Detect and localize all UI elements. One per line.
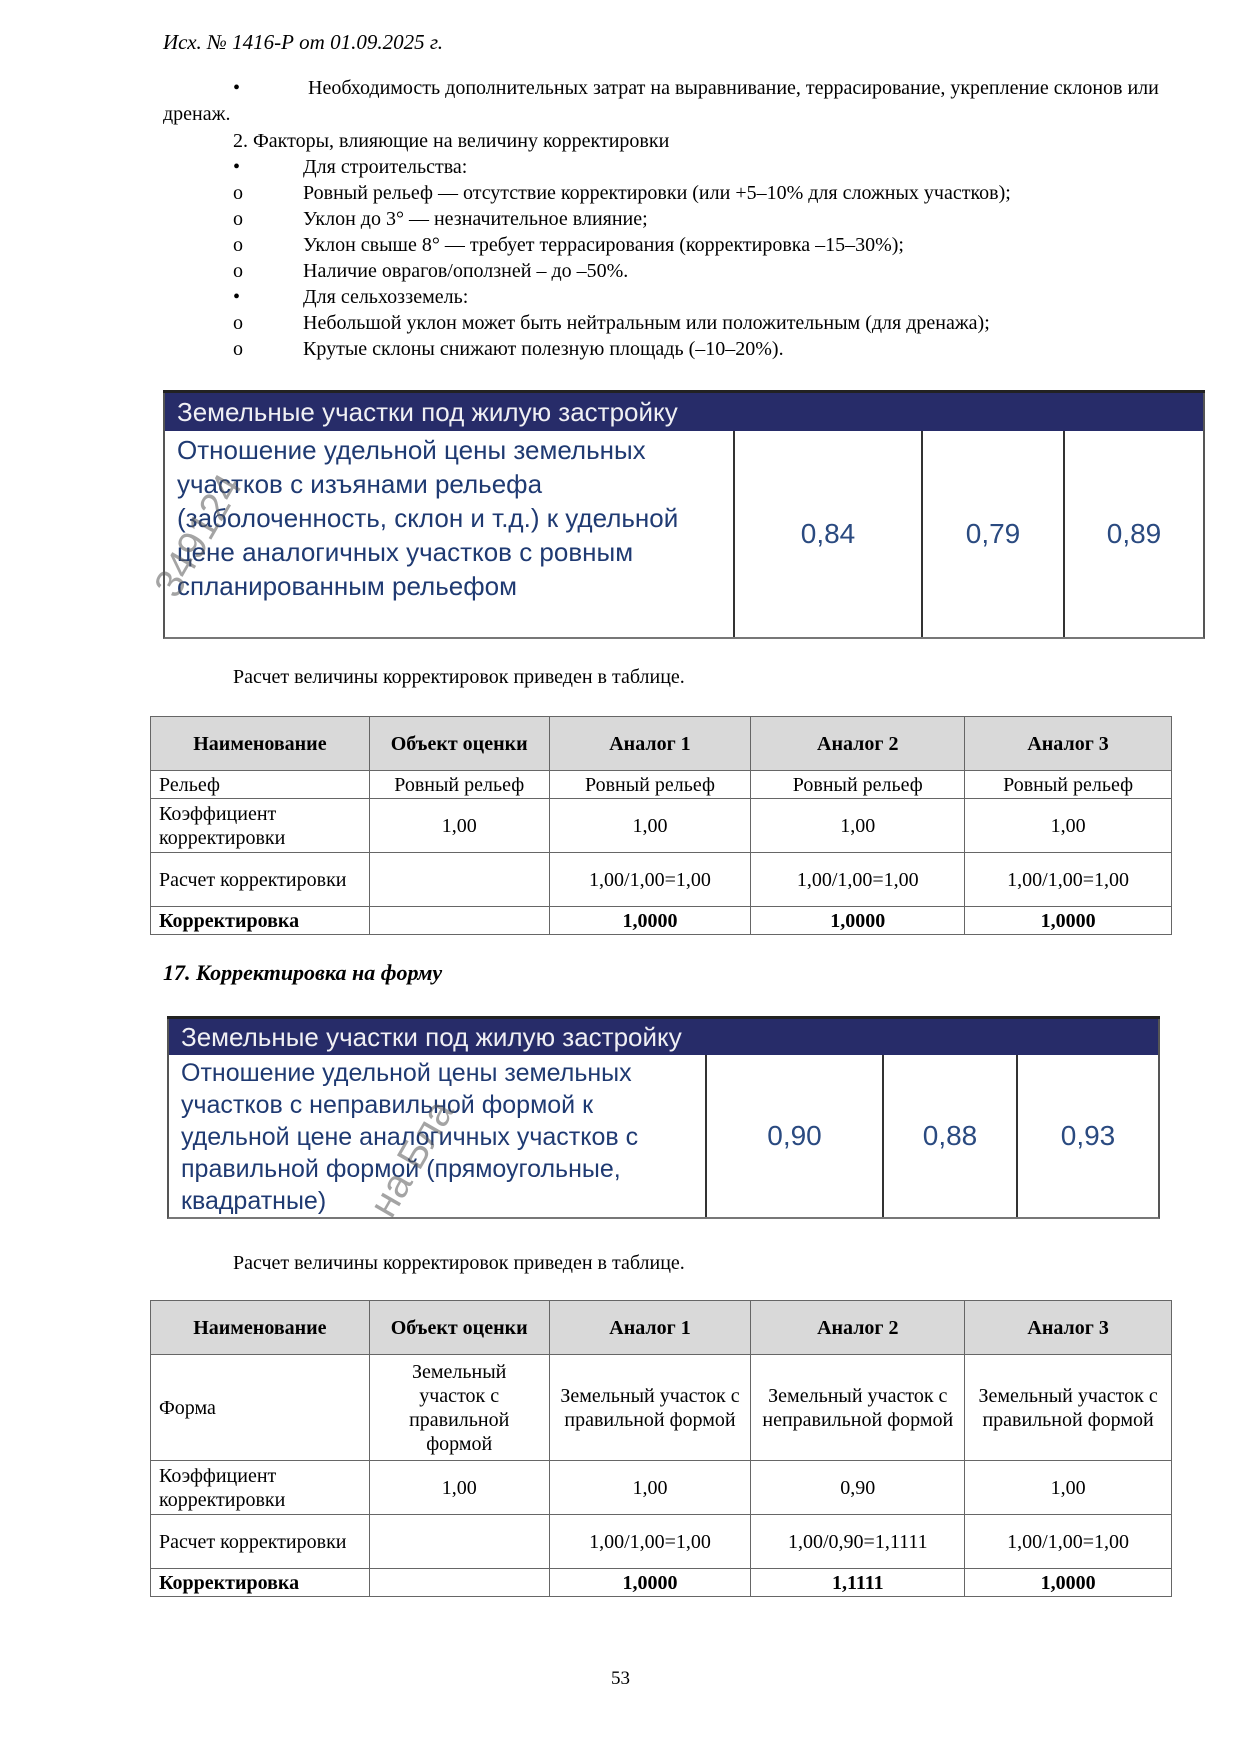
group-title: Для сельхозземель: — [303, 286, 469, 308]
column-header: Аналог 1 — [549, 1301, 751, 1355]
table-cell: Ровный рельеф — [751, 771, 965, 799]
relief-reference-table — [163, 390, 1205, 639]
table-row-total — [151, 1569, 1172, 1597]
table-row — [151, 1515, 1172, 1569]
table-cell: Земельный участок с правильной формой — [549, 1355, 751, 1461]
row-label: Расчет корректировки — [151, 1515, 370, 1569]
reference-header: Земельные участки под жилую застройку — [167, 1019, 1160, 1055]
bullet-symbol: • — [233, 77, 241, 99]
list-item-text: Ровный рельеф — отсутствие корректировки (или +5–10% для сложных участков); — [303, 182, 1011, 204]
list-item — [233, 336, 784, 362]
row-label: Расчет корректировки — [151, 853, 370, 907]
reference-value: 0,88 — [882, 1055, 1016, 1217]
page-number: 53 — [611, 1668, 630, 1689]
relief-adjustment-table — [150, 716, 1172, 935]
list-item — [233, 310, 990, 336]
table-cell: 1,00 — [369, 1461, 549, 1515]
form-adjustment-table — [150, 1300, 1172, 1597]
table-cell: 1,00/1,00=1,00 — [751, 853, 965, 907]
watermark-stamp: на Бла — [361, 1092, 463, 1225]
reference-value: 0,89 — [1063, 431, 1203, 637]
row-label: Корректировка — [151, 1569, 370, 1597]
table-cell: Ровный рельеф — [965, 771, 1172, 799]
reference-row — [163, 431, 1205, 639]
table-cell: 1,00 — [369, 799, 549, 853]
circle-bullet-icon: o — [233, 208, 243, 230]
table-cell: 1,1111 — [751, 1569, 965, 1597]
column-header: Аналог 3 — [965, 1301, 1172, 1355]
factors-heading: 2. Факторы, влияющие на величину корректировки — [233, 130, 670, 152]
table-header-row — [151, 717, 1172, 771]
table-cell: 1,00 — [549, 799, 751, 853]
table-cell: Ровный рельеф — [369, 771, 549, 799]
list-item — [233, 258, 628, 284]
column-header: Аналог 2 — [751, 717, 965, 771]
list-item — [233, 232, 904, 258]
table-cell: 1,00 — [965, 1461, 1172, 1515]
list-item — [233, 180, 1011, 206]
intro-bullet-text: Необходимость дополнительных затрат на выравнивание, террасирование, укрепление склонов или дренаж. — [163, 77, 1159, 125]
row-label: Рельеф — [151, 771, 370, 799]
table-row — [151, 1461, 1172, 1515]
table-cell: Земельный участок с правильной формой — [965, 1355, 1172, 1461]
table-row — [151, 1355, 1172, 1461]
list-item-text: Наличие оврагов/оползней – до –50%. — [303, 260, 629, 282]
table-cell: 1,00 — [751, 799, 965, 853]
table-header-row — [151, 1301, 1172, 1355]
group-title: Для строительства: — [303, 156, 468, 178]
list-item-text: Небольшой уклон может быть нейтральным или положительным (для дренажа); — [303, 312, 990, 334]
reference-description: Отношение удельной цены земельных участков с неправильной формой к удельной цене аналогичных участков с правильной формой (прямоугольные, квадратные) — [169, 1055, 707, 1217]
table-cell: 1,0000 — [965, 907, 1172, 935]
column-header: Объект оценки — [369, 717, 549, 771]
table-row-total — [151, 907, 1172, 935]
circle-bullet-icon: o — [233, 182, 243, 204]
table-cell: Земельный участок с неправильной формой — [751, 1355, 965, 1461]
table-cell — [369, 1569, 549, 1597]
watermark-stamp: 349124 — [146, 466, 251, 605]
table-row — [151, 799, 1172, 853]
table-cell: Земельный участок с правильной формой — [369, 1355, 549, 1461]
section-title: 17. Корректировка на форму — [163, 960, 443, 985]
circle-bullet-icon: o — [233, 260, 243, 282]
group-construction — [233, 154, 467, 180]
bullet-symbol: • — [233, 286, 241, 308]
table-cell: Ровный рельеф — [549, 771, 751, 799]
document-reference: Исх. № 1416-Р от 01.09.2025 г. — [163, 30, 443, 54]
reference-value: 0,93 — [1016, 1055, 1158, 1217]
circle-bullet-icon: o — [233, 312, 243, 334]
column-header: Аналог 2 — [751, 1301, 965, 1355]
table-cell: 1,00 — [549, 1461, 751, 1515]
table-cell: 1,0000 — [751, 907, 965, 935]
reference-value: 0,90 — [767, 1120, 822, 1151]
reference-value: 0,84 — [800, 518, 856, 549]
table-cell — [369, 1515, 549, 1569]
table-cell: 1,00/0,90=1,1111 — [751, 1515, 965, 1569]
list-item-text: Крутые склоны снижают полезную площадь (–10–20%). — [303, 338, 784, 360]
column-header: Объект оценки — [369, 1301, 549, 1355]
table-cell — [369, 853, 549, 907]
table-cell: 1,00/1,00=1,00 — [965, 1515, 1172, 1569]
circle-bullet-icon: o — [233, 338, 243, 360]
intro-bullet-paragraph — [163, 75, 1183, 127]
table-cell: 0,90 — [751, 1461, 965, 1515]
list-item-text: Уклон до 3° — незначительное влияние; — [303, 208, 648, 230]
row-label: Корректировка — [151, 907, 370, 935]
reference-description: Отношение удельной цены земельных участков с изъянами рельефа (заболоченность, склон и т.д.) к удельной цене аналогичных участков с ровным спланированным рельефом — [165, 431, 735, 637]
table-row — [151, 853, 1172, 907]
column-header: Аналог 3 — [965, 717, 1172, 771]
table-row — [151, 771, 1172, 799]
form-caption: Расчет величины корректировок приведен в таблице. — [233, 1252, 685, 1274]
form-reference-table — [167, 1016, 1160, 1219]
table-cell: 1,0000 — [965, 1569, 1172, 1597]
table-cell: 1,00/1,00=1,00 — [549, 853, 751, 907]
table-cell: 1,0000 — [549, 1569, 751, 1597]
list-item-text: Уклон свыше 8° — требует террасирования (корректировка –15–30%); — [303, 234, 904, 256]
reference-header: Земельные участки под жилую застройку — [163, 393, 1205, 431]
reference-row — [167, 1055, 1160, 1219]
list-item — [233, 206, 648, 232]
row-label: Коэффициент корректировки — [151, 1461, 370, 1515]
column-header: Наименование — [151, 717, 370, 771]
table-cell: 1,00 — [965, 799, 1172, 853]
relief-caption: Расчет величины корректировок приведен в таблице. — [233, 666, 685, 688]
row-label: Форма — [151, 1355, 370, 1461]
table-cell: 1,00/1,00=1,00 — [549, 1515, 751, 1569]
reference-value: 0,79 — [921, 431, 1063, 637]
bullet-symbol: • — [233, 156, 241, 178]
group-agricultural — [233, 284, 468, 310]
column-header: Наименование — [151, 1301, 370, 1355]
circle-bullet-icon: o — [233, 234, 243, 256]
row-label: Коэффициент корректировки — [151, 799, 370, 853]
table-cell: 1,00/1,00=1,00 — [965, 853, 1172, 907]
column-header: Аналог 1 — [549, 717, 751, 771]
table-cell: 1,0000 — [549, 907, 751, 935]
table-cell — [369, 907, 549, 935]
